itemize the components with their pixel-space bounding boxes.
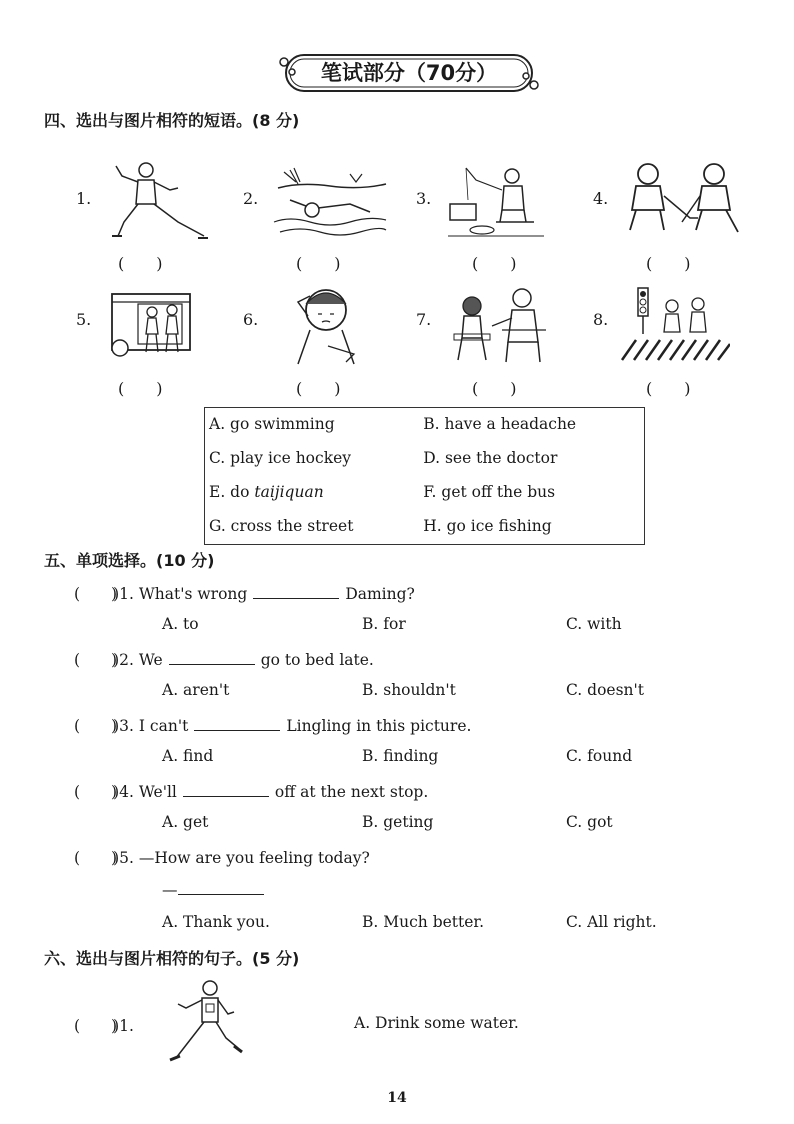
option-e-italic: taijiquan: [254, 483, 324, 501]
q4-post: off at the next stop.: [274, 783, 429, 801]
answer-blank-5[interactable]: ( ): [118, 379, 163, 398]
q4-option-c: C. got: [566, 813, 613, 831]
q3-post: Lingling in this picture.: [286, 717, 472, 735]
q1-option-c: C. with: [566, 615, 622, 633]
q5-pre: )5. —How are you feeling today?: [113, 849, 370, 867]
q1-blank[interactable]: [253, 584, 339, 599]
get-off-bus-picture: [110, 290, 194, 360]
q5-option-a: A. Thank you.: [162, 913, 270, 931]
title-banner: [278, 52, 540, 94]
q2-post: go to bed late.: [260, 651, 374, 669]
q2-option-a: A. aren't: [162, 681, 230, 699]
q3-option-b: B. finding: [362, 747, 439, 765]
q2-pre: )2. We: [113, 651, 163, 669]
cross-street-picture: [618, 286, 730, 366]
section-4-heading: 四、选出与图片相符的短语。(8 分): [44, 111, 300, 130]
q5-dash: —: [162, 881, 178, 899]
answer-blank-4[interactable]: ( ): [646, 254, 691, 273]
q1-option-b: B. for: [362, 615, 406, 633]
q3-pre: )3. I can't: [113, 717, 189, 735]
q1-pre: )1. What's wrong: [113, 585, 248, 603]
option-g: G. cross the street: [209, 517, 354, 535]
q3-paren[interactable]: ( ): [74, 717, 118, 735]
item-8-number: 8.: [593, 310, 609, 329]
q4-option-b: B. geting: [362, 813, 434, 831]
question-5: [74, 846, 370, 868]
item-3-number: 3.: [416, 189, 432, 208]
item-2-number: 2.: [243, 189, 259, 208]
page-title: 笔试部分（70分）: [320, 61, 498, 85]
s6-q1-label: )1.: [113, 1017, 134, 1035]
answer-blank-8[interactable]: ( ): [646, 379, 691, 398]
question-2: [74, 648, 374, 670]
q4-blank[interactable]: [183, 782, 269, 797]
option-a: A. go swimming: [209, 415, 335, 433]
item-6-number: 6.: [243, 310, 259, 329]
q4-pre: )4. We'll: [113, 783, 177, 801]
q3-option-c: C. found: [566, 747, 633, 765]
option-e-prefix: E. do: [209, 483, 255, 501]
question-4: [74, 780, 428, 802]
option-b: B. have a headache: [423, 415, 577, 433]
answer-blank-2[interactable]: ( ): [296, 254, 341, 273]
option-f: F. get off the bus: [423, 483, 556, 501]
q2-blank[interactable]: [169, 650, 255, 665]
q1-paren[interactable]: ( ): [74, 585, 118, 603]
answer-blank-3[interactable]: ( ): [472, 254, 517, 273]
section-6-heading: 六、选出与图片相符的句子。(5 分): [44, 949, 300, 968]
item-1-number: 1.: [76, 189, 92, 208]
ice-hockey-picture: [620, 160, 748, 242]
q5-paren[interactable]: ( ): [74, 849, 118, 867]
answer-blank-7[interactable]: ( ): [472, 379, 517, 398]
option-h: H. go ice fishing: [423, 517, 552, 535]
phrase-options-box: [204, 407, 645, 545]
item-5-number: 5.: [76, 310, 92, 329]
q4-option-a: A. get: [162, 813, 209, 831]
q2-option-c: C. doesn't: [566, 681, 645, 699]
q3-option-a: A. find: [162, 747, 214, 765]
q5-answer-line: [162, 880, 270, 899]
question-3: [74, 714, 471, 736]
option-c: C. play ice hockey: [209, 449, 352, 467]
page-number: 14: [387, 1090, 407, 1106]
q1-post: Daming?: [345, 585, 415, 603]
see-doctor-picture: [450, 284, 550, 366]
q2-paren[interactable]: ( ): [74, 651, 118, 669]
question-1: [74, 582, 415, 604]
section-5-heading: 五、单项选择。(10 分): [44, 551, 215, 570]
headache-picture: [288, 282, 364, 368]
q1-option-a: A. to: [162, 615, 199, 633]
swimming-picture: [270, 160, 388, 242]
q2-option-b: B. shouldn't: [362, 681, 456, 699]
answer-blank-6[interactable]: ( ): [296, 379, 341, 398]
section-6-option-a: A. Drink some water.: [354, 1014, 519, 1032]
item-4-number: 4.: [593, 189, 609, 208]
q5-option-c: C. All right.: [566, 913, 657, 931]
taijiquan-picture: [108, 160, 208, 242]
running-picture: [166, 978, 246, 1068]
q5-option-b: B. Much better.: [362, 913, 485, 931]
option-d: D. see the doctor: [423, 449, 558, 467]
section-6-question-1: [74, 1014, 134, 1036]
item-7-number: 7.: [416, 310, 432, 329]
option-e: [205, 476, 418, 510]
q5-blank[interactable]: [178, 880, 264, 895]
ice-fishing-picture: [446, 160, 546, 240]
q4-paren[interactable]: ( ): [74, 783, 118, 801]
s6-q1-paren[interactable]: ( ): [74, 1017, 118, 1035]
q3-blank[interactable]: [194, 716, 280, 731]
answer-blank-1[interactable]: ( ): [118, 254, 163, 273]
